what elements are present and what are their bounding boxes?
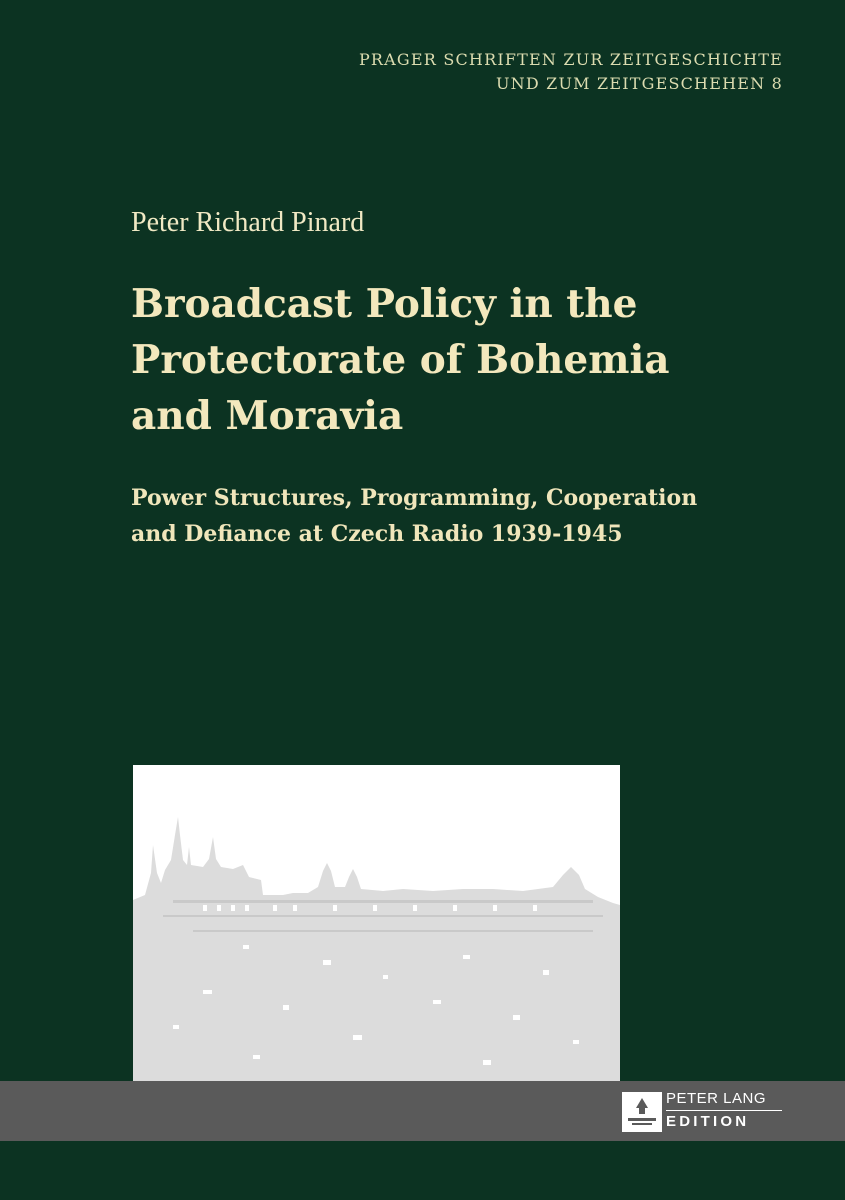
prague-castle-image bbox=[133, 765, 620, 1081]
book-subtitle bbox=[131, 480, 821, 552]
title-line-1: Broadcast Policy in the bbox=[131, 281, 638, 327]
author-name: Peter Richard Pinard bbox=[131, 207, 365, 238]
series-line-2: UND ZUM ZEITGESCHEHEN 8 bbox=[495, 74, 783, 93]
series-line-1: PRAGER SCHRIFTEN ZUR ZEITGESCHICHTE bbox=[358, 50, 783, 69]
logo-divider bbox=[666, 1110, 782, 1111]
book-title bbox=[131, 276, 821, 444]
title-line-3: and Moravia bbox=[131, 393, 404, 439]
prague-skyline-silhouette bbox=[133, 765, 620, 1081]
subtitle-line-1: Power Structures, Programming, Cooperation bbox=[131, 485, 698, 511]
peter-lang-emblem-icon bbox=[622, 1092, 662, 1132]
series-title bbox=[359, 48, 783, 96]
title-line-2: Protectorate of Bohemia bbox=[131, 337, 670, 383]
publisher-logo bbox=[622, 1090, 782, 1134]
subtitle-line-2: and Defiance at Czech Radio 1939-1945 bbox=[131, 521, 623, 547]
publisher-edition: EDITION bbox=[666, 1113, 750, 1130]
publisher-name: PETER LANG bbox=[666, 1090, 767, 1107]
